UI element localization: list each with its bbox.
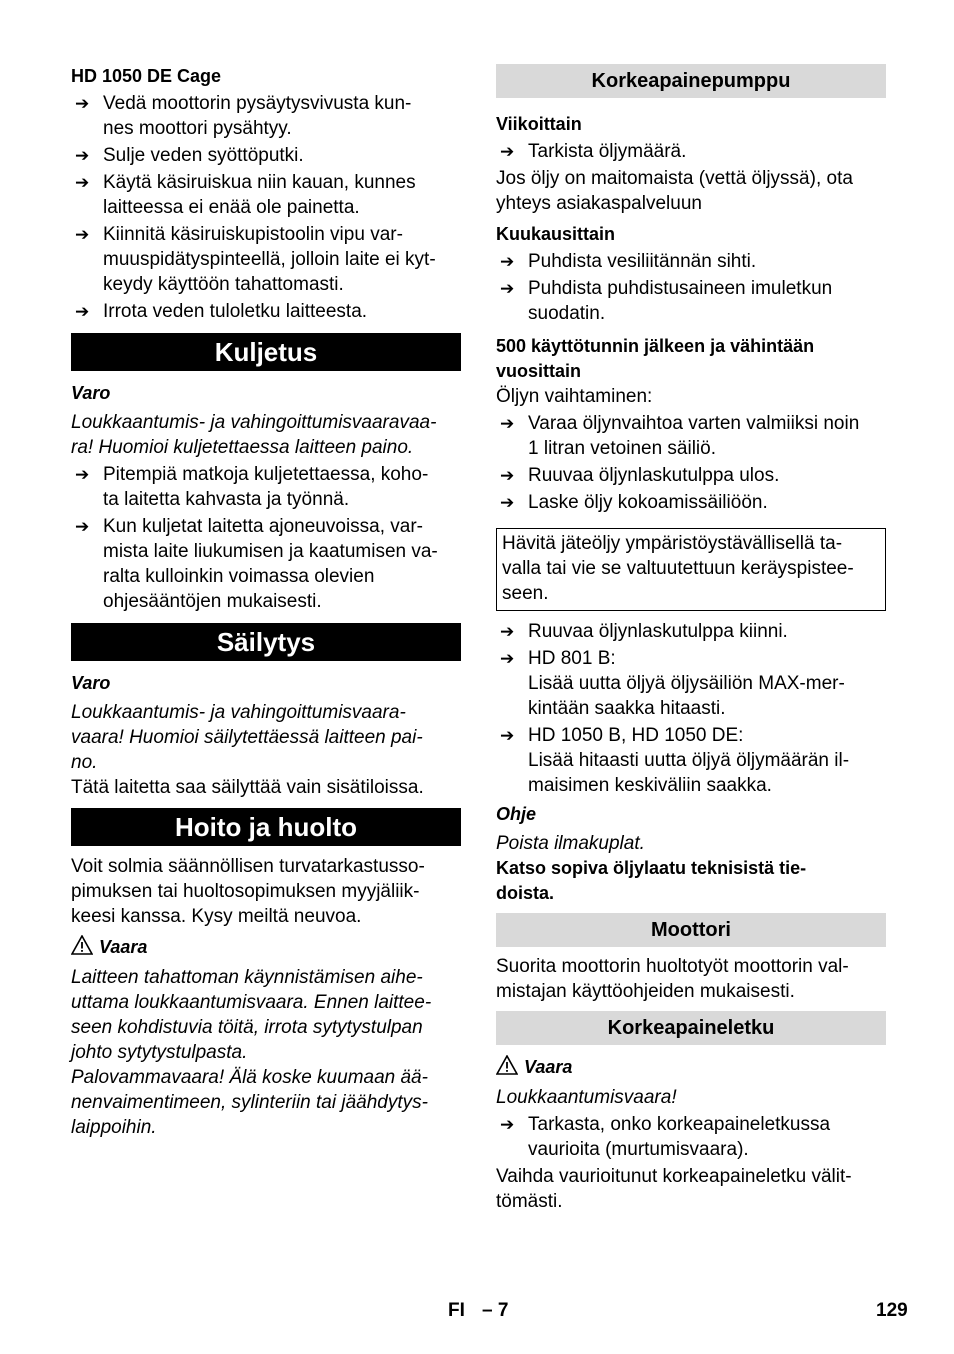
step-text: Lisää uutta öljyä öljysäiliön MAX-mer-	[528, 673, 845, 694]
step-text: Lisää hitaasti uutta öljyä öljymäärän il-	[528, 750, 850, 771]
section-heading-hose: Korkeapaineletku	[496, 1011, 886, 1045]
left-column	[71, 64, 461, 1140]
arrow-right-icon: ➔	[500, 252, 515, 271]
step-text: Varaa öljynvaihtoa varten valmiiksi noin	[528, 413, 860, 434]
oil-quality-note	[496, 856, 886, 906]
step-item	[496, 723, 886, 798]
text-line: yhteys asiakaspalveluun	[496, 193, 702, 214]
step-item	[496, 463, 886, 488]
arrow-right-icon: ➔	[75, 302, 90, 321]
steps-list	[496, 249, 886, 326]
text-line: valla tai vie se valtuutettuun keräyspistee-	[502, 558, 854, 579]
arrow-right-icon: ➔	[500, 726, 515, 745]
arrow-right-icon: ➔	[75, 225, 90, 244]
maintenance-intro	[71, 854, 461, 929]
arrow-right-icon: ➔	[75, 146, 90, 165]
step-text: Sulje veden syöttöputki.	[103, 145, 304, 166]
step-item	[71, 299, 461, 324]
steps-list	[496, 411, 886, 515]
footer-lang: FI	[448, 1300, 465, 1321]
text-line: Hävitä jäteöljy ympäristöystävällisellä ta-	[502, 533, 843, 554]
arrow-right-icon: ➔	[500, 414, 515, 433]
step-item	[496, 411, 886, 461]
text-line: Vaihda vaurioitunut korkeapaineletku välit-	[496, 1166, 852, 1187]
step-item	[496, 619, 886, 644]
arrow-right-icon: ➔	[75, 94, 90, 113]
caution-label: Varo	[71, 673, 111, 693]
text-line: pimuksen tai huoltosopimuksen myyjäliik-	[71, 881, 420, 902]
caution-text	[71, 700, 461, 775]
text-line: vaara! Huomioi säilytettäessä laitteen pai-	[71, 727, 423, 748]
step-item	[496, 276, 886, 326]
arrow-right-icon: ➔	[500, 493, 515, 512]
step-text: mista laite liukumisen ja kaatumisen va-	[103, 541, 438, 562]
step-text: Kun kuljetat laitetta ajoneuvoissa, var-	[103, 516, 424, 537]
text-line: Loukkaantumis- ja vahingoittumisvaaravaa-	[71, 412, 437, 433]
caution-label: Varo	[71, 383, 111, 403]
arrow-right-icon: ➔	[500, 649, 515, 668]
step-text: Käytä käsiruiskua niin kauan, kunnes	[103, 172, 416, 193]
weekly-label: Viikoittain	[496, 114, 582, 134]
arrow-right-icon: ➔	[500, 1115, 515, 1134]
steps-list	[496, 619, 886, 798]
arrow-right-icon: ➔	[500, 279, 515, 298]
step-text: Irrota veden tuloletku laitteesta.	[103, 301, 368, 322]
step-text: ta laitetta kahvasta ja työnnä.	[103, 489, 350, 510]
step-item	[496, 1112, 886, 1162]
footer-page-local: – 7	[482, 1300, 509, 1321]
text-line: Palovammavaara! Älä koske kuumaan ää-	[71, 1067, 428, 1088]
section-heading-hoito: Hoito ja huolto	[71, 808, 461, 846]
step-text: Ruuvaa öljynlaskutulppa kiinni.	[528, 621, 788, 642]
oil-change-label: Öljyn vaihtaminen:	[496, 386, 653, 407]
step-text: 1 litran vetoinen säiliö.	[528, 438, 716, 459]
text-line: Jos öljy on maitomaista (vettä öljyssä), ota	[496, 168, 853, 189]
text-line: doista.	[496, 883, 555, 903]
text-line: nenvaimentimeen, sylinteriin tai jäähdytys-	[71, 1092, 428, 1113]
weekly-note	[496, 166, 886, 216]
step-text: kintään saakka hitaasti.	[528, 698, 726, 719]
danger-label: Vaara	[99, 937, 148, 957]
disposal-notice-box	[496, 528, 886, 611]
storage-note: Tätä laitetta saa säilyttää vain sisätiloissa.	[71, 777, 424, 798]
arrow-right-icon: ➔	[500, 466, 515, 485]
text-line: Katso sopiva öljylaatu teknisistä tie-	[496, 858, 807, 878]
step-text: Kiinnitä käsiruiskupistoolin vipu var-	[103, 224, 403, 245]
step-text: Puhdista vesiliitännän sihti.	[528, 251, 757, 272]
step-text: suodatin.	[528, 303, 606, 324]
text-line: vuosittain	[496, 361, 582, 381]
text-line: Laitteen tahattoman käynnistämisen aihe-	[71, 967, 423, 988]
monthly-label: Kuukausittain	[496, 224, 616, 244]
step-item	[496, 249, 886, 274]
text-line: laippoihin.	[71, 1117, 157, 1138]
step-item	[71, 143, 461, 168]
step-item	[71, 514, 461, 614]
model-heading: HD 1050 DE Cage	[71, 66, 222, 86]
step-text: Vedä moottorin pysäytysvivusta kun-	[103, 93, 412, 114]
caution-text	[71, 410, 461, 460]
right-column	[496, 64, 886, 1214]
step-item	[496, 139, 886, 164]
danger-text	[71, 965, 461, 1140]
step-text: muuspidätyspinteellä, jolloin laite ei kyt-	[103, 249, 436, 270]
text-line: mistajan käyttöohjeiden mukaisesti.	[496, 981, 795, 1002]
text-line: seen.	[502, 583, 549, 604]
step-text: Tarkasta, onko korkeapaineletkussa	[528, 1114, 831, 1135]
motor-text	[496, 954, 886, 1004]
hose-note	[496, 1164, 886, 1214]
section-heading-sailytys: Säilytys	[71, 623, 461, 661]
text-line: Voit solmia säännöllisen turvatarkastusso-	[71, 856, 425, 877]
warning-triangle-icon	[496, 1055, 518, 1075]
step-text: ralta kulloinkin voimassa olevien	[103, 566, 375, 587]
note-text: Poista ilmakuplat.	[496, 833, 645, 854]
danger-text: Loukkaantumisvaara!	[496, 1087, 677, 1108]
step-item	[496, 490, 886, 515]
steps-list	[71, 462, 461, 614]
page-number: 129	[876, 1300, 908, 1321]
arrow-right-icon: ➔	[500, 142, 515, 161]
danger-label-row	[71, 935, 461, 960]
steps-list	[71, 91, 461, 324]
arrow-right-icon: ➔	[75, 173, 90, 192]
text-line: Loukkaantumis- ja vahingoittumisvaara-	[71, 702, 406, 723]
danger-label: Vaara	[524, 1057, 573, 1077]
text-line: seen kohdistuvia töitä, irrota sytytystulpan	[71, 1017, 423, 1038]
text-line: uttama loukkaantumisvaara. Ennen laittee-	[71, 992, 432, 1013]
steps-list	[496, 1112, 886, 1162]
step-text: maisimen keskiväliin saakka.	[528, 775, 772, 796]
warning-triangle-icon	[71, 935, 93, 955]
step-item	[71, 170, 461, 220]
text-line: ra! Huomioi kuljetettaessa laitteen paino.	[71, 437, 414, 458]
section-heading-kuljetus: Kuljetus	[71, 333, 461, 371]
step-item	[496, 646, 886, 721]
section-heading-pump: Korkeapainepumppu	[496, 64, 886, 98]
step-item	[71, 462, 461, 512]
step-text: vaurioita (murtumisvaara).	[528, 1139, 749, 1160]
danger-label-row	[496, 1055, 886, 1080]
step-text: HD 801 B:	[528, 648, 616, 669]
arrow-right-icon: ➔	[75, 517, 90, 536]
step-text: Ruuvaa öljynlaskutulppa ulos.	[528, 465, 780, 486]
step-text: Tarkista öljymäärä.	[528, 141, 687, 162]
text-line: johto sytytystulpasta.	[71, 1042, 248, 1063]
text-line: 500 käyttötunnin jälkeen ja vähintään	[496, 336, 815, 356]
section-heading-motor: Moottori	[496, 913, 886, 947]
step-text: Laske öljy kokoamissäiliöön.	[528, 492, 768, 513]
text-line: Suorita moottorin huoltotyöt moottorin val-	[496, 956, 849, 977]
text-line: keesi kanssa. Kysy meiltä neuvoa.	[71, 906, 362, 927]
step-text: laitteessa ei enää ole painetta.	[103, 197, 360, 218]
step-text: ohjesääntöjen mukaisesti.	[103, 591, 322, 612]
step-text: nes moottori pysähtyy.	[103, 118, 292, 139]
step-text: Puhdista puhdistusaineen imuletkun	[528, 278, 833, 299]
step-item	[71, 91, 461, 141]
arrow-right-icon: ➔	[75, 465, 90, 484]
text-line: no.	[71, 752, 98, 773]
step-text: HD 1050 B, HD 1050 DE:	[528, 725, 744, 746]
text-line: tömästi.	[496, 1191, 563, 1212]
step-text: keydy käyttöön tahattomasti.	[103, 274, 344, 295]
hours-label	[496, 334, 886, 384]
step-item	[71, 222, 461, 297]
step-text: Pitempiä matkoja kuljetettaessa, koho-	[103, 464, 429, 485]
arrow-right-icon: ➔	[500, 622, 515, 641]
note-label: Ohje	[496, 804, 537, 824]
steps-list	[496, 139, 886, 164]
